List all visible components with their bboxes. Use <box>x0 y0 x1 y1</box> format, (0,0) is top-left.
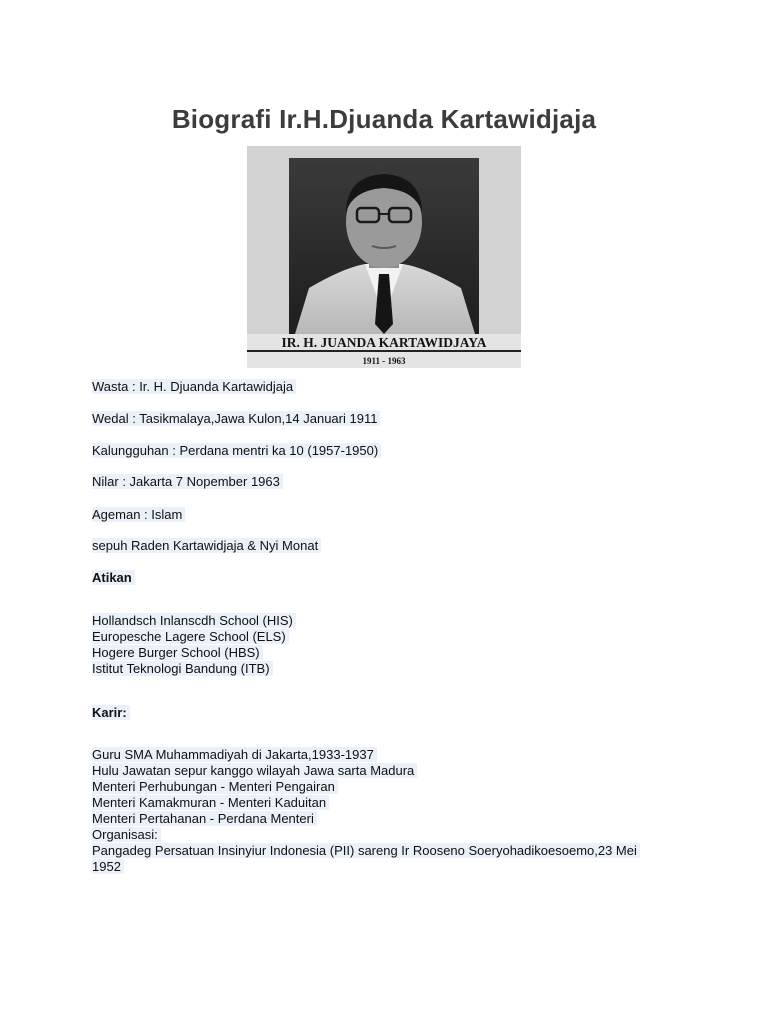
education-heading: Atikan <box>92 570 135 586</box>
list-item: Europesche Lagere School (ELS) <box>92 629 296 645</box>
list-item: Hogere Burger School (HBS) <box>92 645 296 661</box>
list-item: Menteri Kamakmuran - Menteri Kaduitan <box>92 795 640 811</box>
portrait-years: 1911 - 1963 <box>362 356 406 366</box>
fact-name: Wasta : Ir. H. Djuanda Kartawidjaja <box>92 379 296 395</box>
list-item: Menteri Pertahanan - Perdana Menteri <box>92 811 640 827</box>
list-item: Guru SMA Muhammadiyah di Jakarta,1933-1937 <box>92 747 640 763</box>
list-item: Istitut Teknologi Bandung (ITB) <box>92 661 296 677</box>
fact-parents: sepuh Raden Kartawidjaja & Nyi Monat <box>92 538 321 554</box>
list-item: Organisasi: <box>92 827 640 843</box>
education-list <box>92 613 296 677</box>
portrait-caption: IR. H. JUANDA KARTAWIDJAYA <box>281 335 487 350</box>
fact-religion: Ageman : Islam <box>92 507 185 523</box>
fact-death: Nilar : Jakarta 7 Nopember 1963 <box>92 474 283 490</box>
fact-position: Kalungguhan : Perdana mentri ka 10 (1957-1950) <box>92 443 381 459</box>
career-list <box>92 747 640 875</box>
list-item: Menteri Perhubungan - Menteri Pengairan <box>92 779 640 795</box>
page-title: Biografi Ir.H.Djuanda Kartawidjaja <box>171 104 597 134</box>
career-heading: Karir: <box>92 705 130 721</box>
list-item: Pangadeg Persatuan Insinyiur Indonesia (PII) sareng Ir Rooseno Soeryohadikoesoemo,23 Mei <box>92 843 640 859</box>
portrait-photo <box>247 146 521 368</box>
list-item: Hollandsch Inlanscdh School (HIS) <box>92 613 296 629</box>
list-item: Hulu Jawatan sepur kanggo wilayah Jawa sarta Madura <box>92 763 640 779</box>
fact-birth: Wedal : Tasikmalaya,Jawa Kulon,14 Januari 1911 <box>92 411 380 427</box>
list-item: 1952 <box>92 859 640 875</box>
